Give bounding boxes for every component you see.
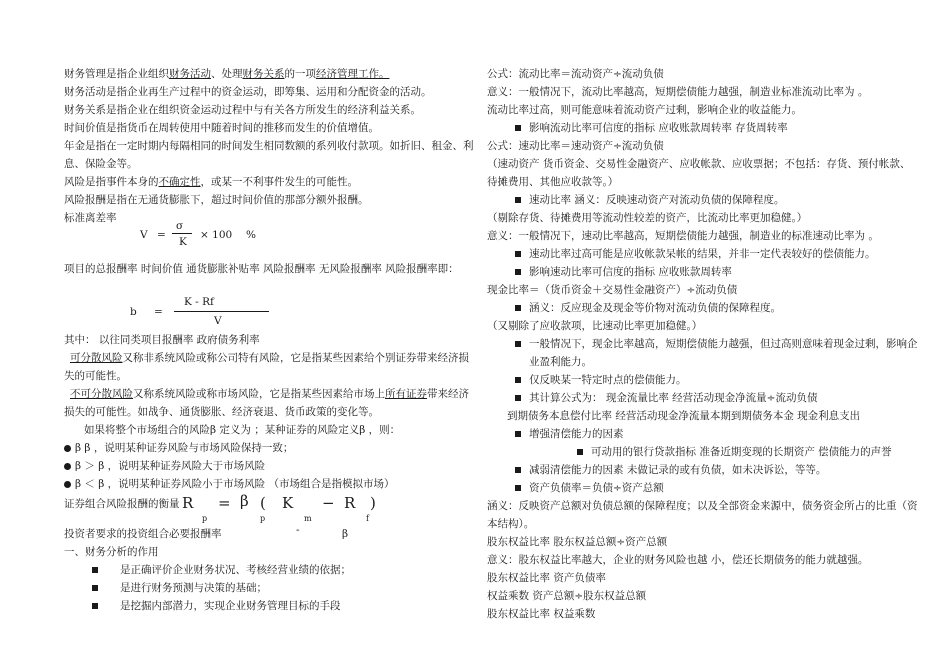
bullet-item bbox=[487, 446, 892, 459]
text: 、处理 bbox=[211, 68, 243, 80]
bullet-item bbox=[487, 482, 664, 495]
label-std-dev-rate: 标准离差率 bbox=[64, 212, 117, 224]
text: 是进行财务预测与决策的基础； bbox=[120, 582, 267, 594]
bullet-item bbox=[64, 564, 351, 577]
text: β ＜ β ，说明某种证券风险小于市场风险 （市场组合是指模拟市场） bbox=[75, 478, 395, 490]
para-debt-ratio-meaning: 涵义：反映资产总额对负债总额的保障程度；以及全部资金来源中，债务资金所占的比重（资 bbox=[487, 500, 918, 512]
text: 减弱清偿能力的因素 未做记录的或有负债，如未决诉讼，等等。 bbox=[529, 464, 827, 476]
para-required-return bbox=[64, 528, 222, 541]
underlined-term: 不确定性 bbox=[158, 176, 201, 188]
underlined-term: 财务关系 bbox=[242, 68, 285, 80]
formula-eq: = bbox=[154, 306, 163, 318]
para-note: （又剔除了应收款项，比速动比率更加稳健。） bbox=[487, 320, 703, 332]
subscript-p: p bbox=[202, 514, 208, 523]
formula-lparen: ( bbox=[260, 494, 266, 512]
para-beta-def: 如果将整个市场组合的风险β 定义为 ；某种证券的风险定义β ，则： bbox=[84, 424, 401, 436]
bullet-square-icon bbox=[92, 567, 98, 573]
bullet-square-icon bbox=[92, 585, 98, 591]
formula-quick-ratio: 公式：速动比率＝速动资产÷流动负债 bbox=[487, 140, 664, 152]
bullet-item bbox=[487, 464, 826, 477]
formula-rparen: ) bbox=[370, 494, 376, 512]
formula-times: × 100 bbox=[200, 229, 233, 241]
para-financial-activity: 财务活动是指企业再生产过程中的资金运动，即筹集、运用和分配资金的活动。 bbox=[64, 86, 432, 98]
text: 风险是指事件本身的 bbox=[64, 176, 159, 188]
underlined-term: 不可分散风险 bbox=[70, 388, 133, 400]
formula-equity-multiplier: 权益乘数 资产总额÷股东权益总额 bbox=[487, 590, 647, 602]
bullet-beta-greater bbox=[64, 460, 265, 473]
para-risk-premium: 风险报酬是指在无通货膨胀下，超过时间价值的那部分额外报酬。 bbox=[64, 194, 369, 206]
para-systematic bbox=[64, 388, 469, 401]
text: 影响流动比率可信度的指标 应收账款周转率 存货周转率 bbox=[529, 122, 788, 134]
bullet-dot-icon bbox=[64, 481, 71, 488]
bullet-square-icon bbox=[515, 269, 521, 275]
formula-eq: = bbox=[157, 229, 166, 241]
bullet-item bbox=[487, 194, 784, 207]
bullet-item bbox=[487, 266, 732, 279]
bullet-item-cont: 业盈利能力。 bbox=[529, 356, 592, 368]
formula-beta: β bbox=[240, 492, 249, 510]
para-equity-ratio-meaning: 意义：股东权益比率越大，企业的财务风险也越 小，偿还长期债务的能力就越强。 bbox=[487, 554, 869, 566]
formula-equity-ratio: 股东权益比率 股东权益总额÷资产总额 bbox=[487, 536, 668, 548]
text: 其计算公式为： 现金流量比率 经营活动现金净流量÷流动负债 bbox=[529, 392, 818, 404]
bullet-square-icon bbox=[92, 603, 98, 609]
formula-r: R bbox=[182, 494, 194, 512]
bullet-square-icon bbox=[515, 125, 521, 131]
symbol-beta: β bbox=[342, 528, 349, 540]
label-portfolio-risk: 证券组合风险报酬的衡量 bbox=[64, 498, 180, 510]
symbol-dash: - bbox=[296, 524, 300, 536]
para-debt-ratio-meaning-cont: 本结构）。 bbox=[487, 518, 535, 530]
bullet-item bbox=[487, 248, 876, 261]
para-debt-coverage: 到期债务本息偿付比率 经营活动现金净流量本期到期债务本金 现金利息支出 bbox=[507, 410, 861, 422]
bullet-beta-equal bbox=[64, 442, 293, 455]
para-equity-vs-debt: 股东权益比率 资产负债率 bbox=[487, 572, 606, 584]
formula-k: K bbox=[179, 236, 187, 248]
text: 影响速动比率可信度的指标 应收账款周转率 bbox=[529, 266, 732, 278]
para-quick-assets: （速动资产 货币资金、交易性金融资产、应收帐款、应收票据；不包括：存货、预付帐款、 bbox=[487, 158, 911, 170]
bullet-item bbox=[487, 428, 624, 441]
formula-cash-ratio: 现金比率＝（货币资金＋交易性金融资产）÷流动负债 bbox=[487, 284, 738, 296]
text: 带来经济 bbox=[427, 388, 469, 400]
text: 是正确评价企业财务状况、考核经营业绩的依据； bbox=[120, 564, 351, 576]
text: 的一项 bbox=[284, 68, 316, 80]
formula-denominator: V bbox=[214, 315, 222, 327]
text: 又称非系统风险或称公司特有风险，它是指某些因素给个别证券带来经济损 bbox=[122, 352, 469, 364]
bullet-item bbox=[487, 374, 687, 387]
bullet-square-icon bbox=[515, 251, 521, 257]
formula-current-ratio: 公式：流动比率＝流动资产÷流动负债 bbox=[487, 68, 664, 80]
bullet-item bbox=[487, 302, 781, 315]
text: 增强清偿能力的因素 bbox=[529, 428, 624, 440]
underlined-term: 可分散风险 bbox=[70, 352, 123, 364]
text: 速动比率过高可能是应收帐款呆帐的结果，并非一定代表较好的偿债能力。 bbox=[529, 248, 876, 260]
bullet-square-icon bbox=[515, 377, 521, 383]
bullet-square-icon bbox=[515, 467, 521, 473]
fraction-bar bbox=[172, 233, 192, 234]
text: 速动比率 涵义：反映速动资产对流动负债的保障程度。 bbox=[529, 194, 785, 206]
para-systematic-cont: 损失的可能性。如战争、通货膨胀、经济衰退、货币政策的变化等。 bbox=[64, 406, 379, 418]
bullet-beta-less bbox=[64, 478, 395, 491]
formula-numerator: K - Rf bbox=[184, 296, 214, 308]
para-diversifiable-cont: 失的可能性。 bbox=[64, 370, 127, 382]
text: 又称系统风险或称市场风险，它是指某些因素给市场上 bbox=[133, 388, 385, 400]
formula-b: b bbox=[130, 306, 137, 318]
formula-pct: % bbox=[246, 229, 256, 241]
para-equity-vs-multiplier: 股东权益比率 权益乘数 bbox=[487, 608, 596, 620]
para-current-ratio-meaning: 意义：一般情况下，流动比率越高，短期偿债能力越强，制造业标准流动比率为 。 bbox=[487, 86, 869, 98]
text: 可动用的银行贷款指标 准备近期变现的长期资产 偿债能力的声誉 bbox=[591, 446, 892, 458]
bullet-square-icon bbox=[515, 341, 521, 347]
text: β ＞ β ，说明某种证券风险大于市场风险 bbox=[75, 460, 266, 472]
subscript-f: f bbox=[366, 514, 369, 523]
bullet-item bbox=[487, 122, 788, 135]
formula-minus: − bbox=[322, 494, 335, 512]
para-risk bbox=[64, 176, 358, 189]
para-quick-assets-cont: 待摊费用、其他应收款等。） bbox=[487, 176, 619, 188]
bullet-item bbox=[487, 392, 817, 405]
formula-sigma: σ bbox=[176, 220, 184, 232]
text: 仅反映某一特定时点的偿债能力。 bbox=[529, 374, 687, 386]
bullet-square-icon bbox=[515, 431, 521, 437]
fraction-bar bbox=[174, 311, 269, 312]
para-diversifiable bbox=[64, 352, 469, 365]
text: 涵义：反应现金及现金等价物对流动负债的保障程度。 bbox=[529, 302, 781, 314]
bullet-dot-icon bbox=[64, 463, 71, 470]
text: ，或某一不利事件发生的可能性。 bbox=[200, 176, 358, 188]
bullet-square-icon bbox=[515, 305, 521, 311]
para-where: 其中： 以往同类项目报酬率 政府债务利率 bbox=[64, 334, 260, 346]
bullet-square-icon bbox=[515, 197, 521, 203]
para-total-return: 项目的总报酬率 时间价值 通货膨胀补贴率 风险报酬率 无风险报酬率 风险报酬率即： bbox=[64, 263, 459, 275]
para-quick-ratio-meaning: 意义：一般情况下，速动比率越高，短期偿债能力越强，制造业的标准速动比率为 。 bbox=[487, 230, 879, 242]
text: 是挖掘内部潜力，实现企业财务管理目标的手段 bbox=[120, 600, 341, 612]
heading-financial-analysis: 一、财务分析的作用 bbox=[64, 546, 159, 558]
underlined-term: 财务活动 bbox=[169, 68, 211, 80]
text: β β ，说明某种证券风险与市场风险保持一致； bbox=[75, 442, 294, 454]
text: 一般情况下，现金比率越高，短期偿债能力越强，但过高则意味着现金过剩，影响企 bbox=[529, 338, 918, 350]
underlined-term: 经济管理工作。 bbox=[316, 68, 390, 80]
formula-eq: = bbox=[218, 494, 231, 512]
para-annuity-cont: 息、保险金等。 bbox=[64, 158, 138, 170]
bullet-dot-icon bbox=[64, 445, 71, 452]
bullet-item bbox=[64, 600, 341, 613]
para-current-ratio-high: 流动比率过高，则可能意味着流动资产过剩，影响企业的收益能力。 bbox=[487, 104, 802, 116]
text: 投资者要求的投资组合必要报酬率 bbox=[64, 528, 222, 540]
para-annuity: 年金是指在一定时期内每隔相同的时间发生相同数额的系列收付款项。如折旧、租金、利 bbox=[64, 140, 474, 152]
formula-k: K bbox=[282, 494, 294, 512]
bullet-item bbox=[487, 338, 918, 351]
bullet-square-icon bbox=[515, 485, 521, 491]
bullet-square-icon bbox=[577, 449, 583, 455]
para-note: （剔除存货、待摊费用等流动性较差的资产，比流动比率更加稳健。） bbox=[487, 212, 808, 224]
underlined-term: 所有证券 bbox=[385, 388, 427, 400]
subscript-m: m bbox=[304, 514, 312, 523]
formula-r2: R bbox=[344, 494, 356, 512]
para-time-value: 时间价值是指货币在周转使用中随着时间的推移而发生的价值增值。 bbox=[64, 122, 379, 134]
para-financial-management bbox=[64, 68, 390, 81]
bullet-square-icon bbox=[515, 395, 521, 401]
subscript-p: p bbox=[260, 514, 266, 523]
formula-v: V bbox=[140, 229, 148, 241]
para-financial-relation: 财务关系是指企业在组织资金运动过程中与有关各方所发生的经济利益关系。 bbox=[64, 104, 421, 116]
text: 资产负债率＝负债÷资产总额 bbox=[529, 482, 664, 494]
text: 财务管理是指企业组织 bbox=[64, 68, 169, 80]
bullet-item bbox=[64, 582, 267, 595]
